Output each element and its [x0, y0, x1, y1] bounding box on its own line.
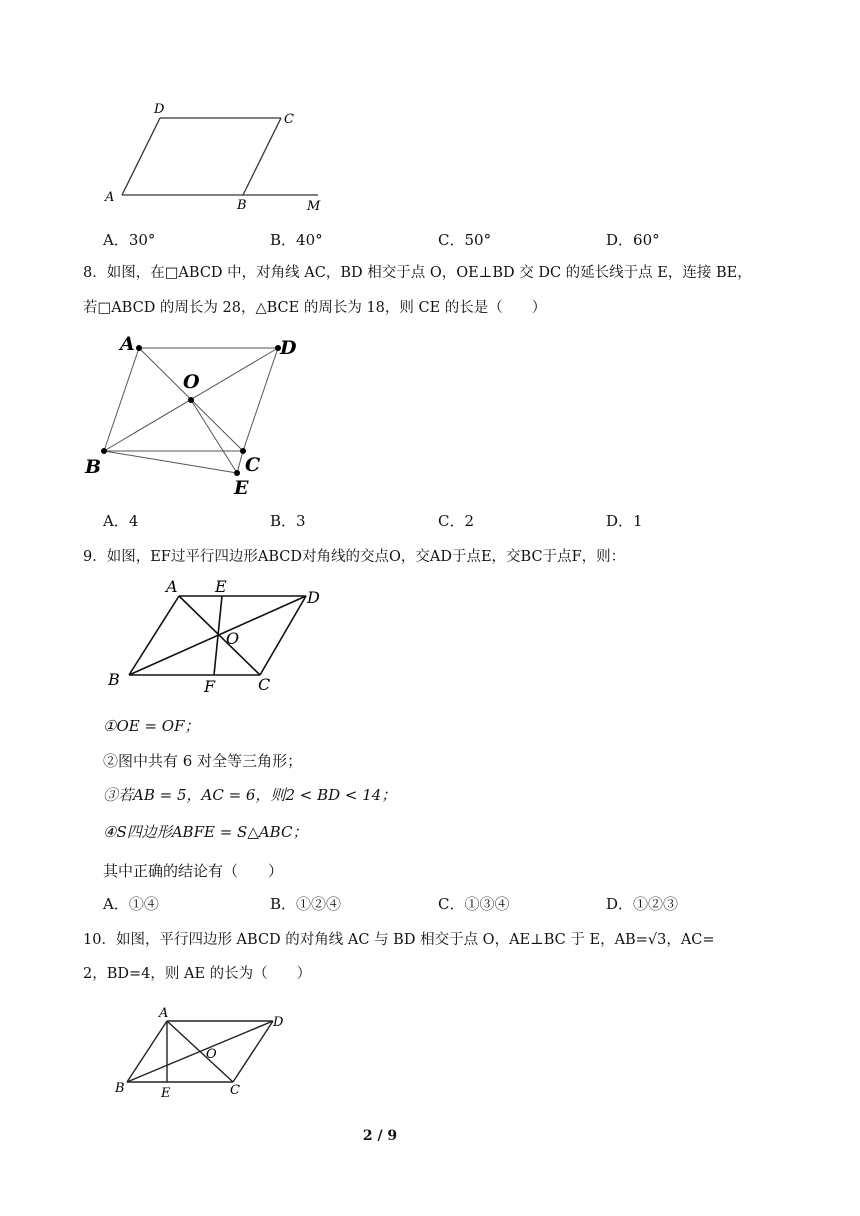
q9-statement-1: ①OE = OF；	[103, 717, 200, 735]
q9-option-d[interactable]: D．①②③	[606, 895, 679, 913]
page-number: 2 / 9	[362, 1128, 398, 1144]
q9-label-b: B	[108, 670, 120, 689]
q10-label-e: E	[161, 1086, 171, 1101]
q9-statement-2: ②图中共有 6 对全等三角形；	[103, 752, 303, 770]
q10-label-a: A	[159, 1006, 169, 1021]
q10-label-d: D	[273, 1015, 284, 1030]
q8-figure	[80, 330, 310, 500]
q10-stem-line1: 10．如图，平行四边形 ABCD 的对角线 AC 与 BD 相交于点 O，AE⊥BC 于 E，AB=√3，AC=	[83, 932, 715, 948]
q8-stem-line2: 若□ABCD 的周长为 28，△BCE 的周长为 18，则 CE 的长是（ ）	[83, 300, 547, 316]
q8-option-b[interactable]: B．3	[270, 512, 306, 530]
q7-label-c: C	[284, 112, 294, 127]
q8-label-a: A	[120, 333, 135, 355]
q9-label-a: A	[166, 577, 178, 596]
q8-label-o: O	[183, 371, 200, 393]
q9-option-c[interactable]: C．①③④	[438, 895, 510, 913]
q9-option-b[interactable]: B．①②④	[270, 895, 342, 913]
q10-stem-line2: 2，BD=4，则 AE 的长为（ ）	[83, 966, 312, 982]
q8-option-d[interactable]: D．1	[606, 512, 643, 530]
q7-label-b: B	[237, 198, 247, 213]
q7-label-d: D	[154, 102, 165, 117]
q8-label-d: D	[280, 337, 297, 359]
q10-label-c: C	[230, 1083, 240, 1098]
q9-label-e: E	[215, 577, 227, 596]
q10-figure	[105, 1000, 305, 1105]
q7-label-a: A	[105, 190, 115, 205]
q9-figure	[100, 572, 340, 697]
q8-option-a[interactable]: A．4	[103, 512, 139, 530]
q10-label-o: O	[206, 1047, 217, 1062]
q9-stem: 9．如图，EF过平行四边形ABCD对角线的交点O，交AD于点E，交BC于点F，则：	[83, 549, 626, 565]
q8-label-b: B	[85, 456, 102, 478]
q9-option-a[interactable]: A．①④	[103, 895, 159, 913]
q8-label-e: E	[234, 477, 249, 499]
q7-option-a[interactable]: A．30°	[103, 231, 156, 249]
q7-option-c[interactable]: C．50°	[438, 231, 492, 249]
q9-label-o: O	[226, 629, 240, 648]
q8-label-c: C	[245, 454, 261, 476]
q7-option-d[interactable]: D．60°	[606, 231, 660, 249]
q7-option-b[interactable]: B．40°	[270, 231, 323, 249]
q9-conclusion: 其中正确的结论有（ ）	[103, 862, 284, 880]
q7-figure	[100, 95, 340, 220]
q9-statement-3: ③若AB = 5，AC = 6，则2 < BD < 14；	[103, 786, 397, 804]
q9-label-c: C	[258, 675, 271, 694]
q8-stem-line1: 8．如图，在□ABCD 中，对角线 AC，BD 相交于点 O，OE⊥BD 交 DC 的延长线于点 E，连接 BE，	[83, 265, 752, 281]
q9-statement-4: ④S四边形ABFE = S△ABC；	[103, 823, 308, 841]
q10-label-b: B	[115, 1081, 125, 1096]
q9-label-d: D	[307, 588, 320, 607]
q7-label-m: M	[307, 199, 321, 214]
q9-label-f: F	[204, 677, 216, 696]
q8-option-c[interactable]: C．2	[438, 512, 475, 530]
